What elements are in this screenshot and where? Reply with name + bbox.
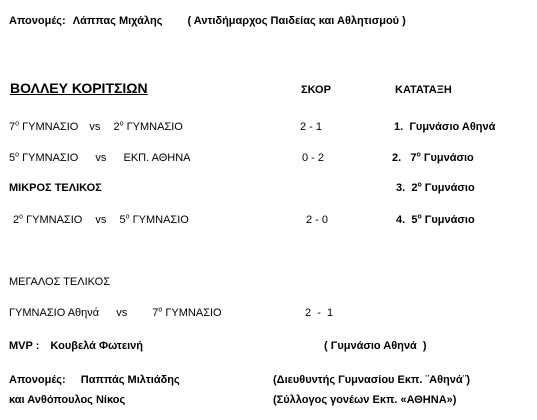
match-home: $7^o$ ΓΥΜΝΑΣΙΟ bbox=[9, 120, 79, 133]
header-label: Απονομές: bbox=[9, 15, 66, 27]
match-row bbox=[9, 120, 183, 134]
small-final-label: ΜΙΚΡΟΣ ΤΕΛΙΚΟΣ bbox=[9, 182, 102, 194]
awards-person-2: και Ανθόπουλος Νίκος bbox=[9, 394, 126, 406]
match-vs: vs bbox=[95, 152, 107, 164]
mvp-name: Κουβελά Φωτεινή bbox=[50, 340, 144, 352]
header-person: Λάππας Μιχάλης bbox=[72, 15, 163, 27]
match-away: $2^o$ ΓΥΜΝΑΣΙΟ bbox=[113, 120, 183, 133]
big-final-score: 2 - 1 bbox=[305, 307, 334, 319]
mvp-label: MVP : bbox=[9, 340, 40, 352]
match-away: $7^o$ ΓΥΜΝΑΣΙΟ bbox=[152, 306, 222, 319]
awards-line bbox=[9, 373, 180, 387]
match-away: $5^o$ ΓΥΜΝΑΣΙΟ bbox=[119, 213, 189, 226]
match-row bbox=[13, 213, 189, 227]
ranking-item: 4. $5^o$ Γυμνάσιο bbox=[396, 213, 475, 226]
awards-role-2: (Σύλλογος γονέων Εκπ. «ΑΘΗΝΑ») bbox=[273, 394, 457, 406]
ranking-item: 3. $2^o$ Γυμνάσιο bbox=[396, 181, 475, 194]
match-away: ΕΚΠ. ΑΘΗΝΑ bbox=[123, 152, 191, 164]
match-home: $2^o$ ΓΥΜΝΑΣΙΟ bbox=[13, 213, 83, 226]
column-header-ranking: ΚΑΤΑΤΑΞΗ bbox=[395, 84, 452, 96]
match-vs: vs bbox=[95, 214, 107, 226]
mvp-line bbox=[9, 339, 143, 353]
match-home: $5^o$ ΓΥΜΝΑΣΙΟ bbox=[9, 151, 79, 164]
mvp-school: ( Γυμνάσιο Αθηνά ) bbox=[324, 340, 427, 352]
match-row bbox=[9, 151, 191, 165]
match-score: 2 - 1 bbox=[300, 121, 323, 133]
column-header-score: ΣΚΟΡ bbox=[301, 84, 331, 96]
match-vs: vs bbox=[116, 307, 128, 319]
match-score: 2 - 0 bbox=[306, 214, 329, 226]
page-title: ΒΟΛΛΕΥ ΚΟΡΙΤΣΙΩΝ bbox=[10, 80, 148, 96]
match-score: 0 - 2 bbox=[302, 152, 325, 164]
awards-person-1: Παππάς Μιλτιάδης bbox=[80, 374, 180, 386]
match-vs: vs bbox=[89, 121, 101, 133]
match-home: ΓΥΜΝΑΣΙΟ Αθηνά bbox=[9, 307, 100, 319]
ranking-item: 2. $7^o$ Γυμνάσιο bbox=[392, 151, 474, 164]
awards-role-1: (Διευθυντής Γυμνασίου Εκπ. ¨Αθηνά¨) bbox=[273, 374, 470, 386]
big-final-label: ΜΕΓΑΛΟΣ ΤΕΛΙΚΟΣ bbox=[9, 276, 111, 288]
ranking-item: 1. Γυμνάσιο Αθηνά bbox=[394, 121, 496, 133]
big-final-match bbox=[9, 306, 222, 320]
awards-label: Απονομές: bbox=[9, 374, 66, 386]
header-line bbox=[9, 14, 406, 28]
header-role: ( Αντιδήμαρχος Παιδείας και Αθλητισμού ) bbox=[187, 15, 406, 27]
